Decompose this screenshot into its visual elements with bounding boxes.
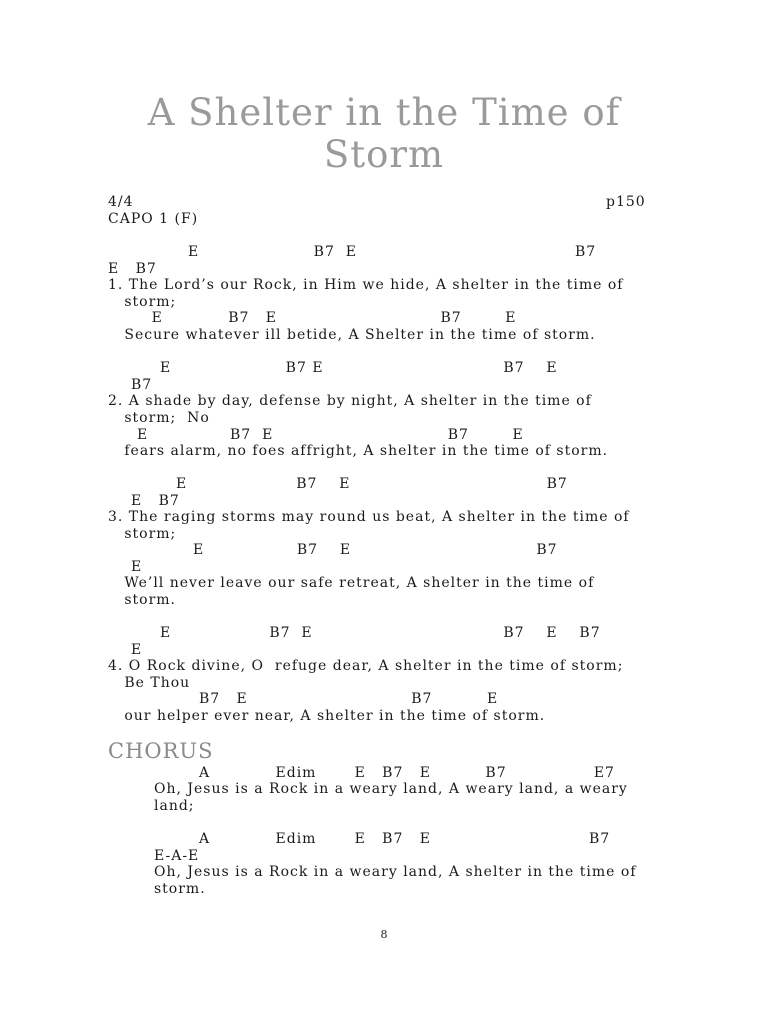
verse-1-lyric: 1. The Lord’s our Rock, in Him we hide, A shelter in the time of (108, 277, 624, 293)
verse-3-lyric: 3. The raging storms may round us beat, A shelter in the time of (108, 509, 630, 525)
chorus-chords: E-A-E (154, 848, 200, 864)
chorus-heading: CHORUS (108, 739, 214, 763)
capo-note: CAPO 1 (F) (108, 211, 199, 227)
verse-3-chords: E (131, 559, 143, 575)
verse-4-lyric: 4. O Rock divine, O refuge dear, A shelter in the time of storm; (108, 658, 624, 674)
verse-2-chords: E B7 E B7 E (160, 360, 558, 376)
verse-1-chords: E B7 (108, 261, 157, 277)
verse-3-chords: E B7 E B7 (176, 476, 568, 492)
verse-1-lyric: storm; (108, 294, 177, 310)
verse-2-lyric: fears alarm, no foes affright, A shelter in the time of storm. (108, 443, 609, 459)
verse-4-lyric: Be Thou (108, 675, 191, 691)
verse-2-lyric: 2. A shade by day, defense by night, A shelter in the time of (108, 393, 592, 409)
verse-3-lyric: We’ll never leave our safe retreat, A shelter in the time of (108, 575, 595, 591)
chorus-lyric: land; (154, 798, 195, 814)
verse-1-chords: E B7 E B7 E (108, 310, 517, 326)
verse-1-lyric: Secure whatever ill betide, A Shelter in the time of storm. (108, 327, 596, 343)
verse-4-chords: E B7 E B7 E B7 (160, 625, 601, 641)
chorus-chords: A Edim E B7 E B7 (199, 831, 611, 847)
verse-3-chords: E B7 (131, 493, 180, 509)
chorus-lyric: Oh, Jesus is a Rock in a weary land, A weary land, a weary (154, 781, 628, 797)
song-title: A Shelter in the Time of Storm (147, 91, 621, 176)
verse-4-chords: B7 E B7 E (199, 691, 499, 707)
verse-2-chords: B7 (131, 377, 153, 393)
verse-4-lyric: our helper ever near, A shelter in the time of storm. (108, 708, 546, 724)
verse-3-lyric: storm. (108, 592, 177, 608)
verse-1-chords: E B7 E B7 (188, 244, 597, 260)
verse-4-chords: E (131, 642, 143, 658)
verse-2-chords: E B7 E B7 E (137, 427, 524, 443)
chorus-lyric: Oh, Jesus is a Rock in a weary land, A shelter in the time of (154, 864, 637, 880)
page-number: 8 (380, 928, 388, 941)
page-reference: p150 (606, 194, 646, 210)
verse-3-chords: E B7 E B7 (193, 542, 558, 558)
verse-2-lyric: storm; No (108, 410, 210, 426)
time-signature: 4/4 (108, 194, 134, 210)
chorus-lyric: storm. (154, 881, 206, 897)
verse-3-lyric: storm; (108, 526, 177, 542)
chorus-chords: A Edim E B7 E B7 E7 (199, 765, 615, 781)
